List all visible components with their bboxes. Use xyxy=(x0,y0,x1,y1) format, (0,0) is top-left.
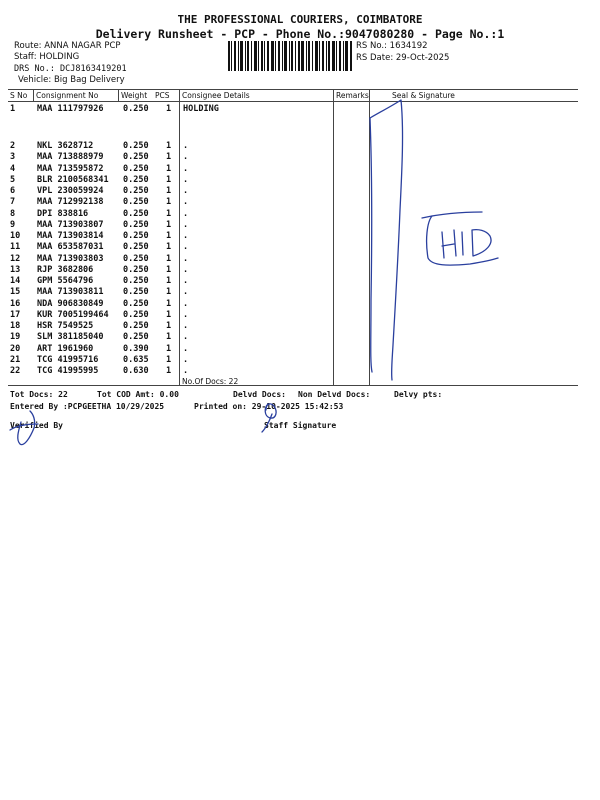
staff-signature-mark xyxy=(262,404,276,432)
row-sno: 9 xyxy=(10,219,16,230)
row-sno: 3 xyxy=(10,152,16,163)
row-pcs: 1 xyxy=(166,366,172,376)
row-consignment-no: TCG 41995716 xyxy=(37,354,99,365)
staff-signature-label: Staff Signature xyxy=(264,421,337,430)
row-consignee-details: . xyxy=(183,298,189,309)
row-sno: 20 xyxy=(10,343,21,354)
row-pcs: 1 xyxy=(166,343,172,354)
entered-by: Entered By :PCPGEETHA 10/29/2025 xyxy=(10,402,165,411)
row-weight: 0.250 xyxy=(123,163,149,174)
verified-by-label: Verified By xyxy=(10,421,63,430)
tot-docs: Tot Docs: 22 xyxy=(10,390,68,399)
row-pcs: 1 xyxy=(166,208,172,219)
row-sno: 16 xyxy=(10,298,21,309)
row-consignment-no: BLR 2100568341 xyxy=(37,174,109,185)
row-consignee-details: . xyxy=(183,141,189,151)
row-weight: 0.250 xyxy=(123,174,149,185)
row-consignee-details: . xyxy=(183,276,189,286)
row-pcs: 1 xyxy=(166,152,172,163)
row-consignee-details: . xyxy=(183,321,189,331)
rs-date: RS Date: 29-Oct-2025 xyxy=(356,53,450,63)
row-consignment-no: MAA 713903803 xyxy=(37,253,104,264)
row-consignment-no: MAA 653587031 xyxy=(37,242,104,253)
row-consignee-details: . xyxy=(183,354,189,365)
row-consignee-details: . xyxy=(183,343,189,354)
col-header-remarks: Remarks xyxy=(336,91,369,100)
drs-number: DRS No.: DCJ8163419201 xyxy=(14,64,127,74)
signature-stroke xyxy=(370,100,403,380)
row-pcs: 1 xyxy=(166,197,172,208)
row-pcs: 1 xyxy=(166,242,172,253)
row-consignment-no: MAA 111797926 xyxy=(37,104,104,114)
row-consignee-details: . xyxy=(183,309,189,320)
row-sno: 19 xyxy=(10,332,21,343)
row-consignment-no: DPI 838816 xyxy=(37,208,89,219)
row-consignee-details: . xyxy=(183,332,189,343)
row-sno: 5 xyxy=(10,174,16,185)
row-weight: 0.250 xyxy=(123,276,149,286)
row-pcs: 1 xyxy=(166,298,172,309)
row-sno: 21 xyxy=(10,354,21,365)
row-pcs: 1 xyxy=(166,186,172,196)
col-header-details: Consignee Details xyxy=(182,91,250,100)
row-sno: 22 xyxy=(10,366,21,376)
row-consignment-no: TCG 41995995 xyxy=(37,366,99,376)
row-consignee-details: . xyxy=(183,197,189,208)
row-pcs: 1 xyxy=(166,354,172,365)
row-sno: 12 xyxy=(10,253,21,264)
row-pcs: 1 xyxy=(166,332,172,343)
hid-d xyxy=(472,230,491,256)
row-pcs: 1 xyxy=(166,287,172,298)
verified-mark xyxy=(10,411,38,445)
row-consignment-no: MAA 713903811 xyxy=(37,287,104,298)
row-sno: 8 xyxy=(10,208,16,219)
row-consignee-details: . xyxy=(183,163,189,174)
row-pcs: 1 xyxy=(166,104,172,114)
row-consignment-no: ART 1961960 xyxy=(37,343,94,354)
row-consignee-details: . xyxy=(183,231,189,241)
row-weight: 0.630 xyxy=(123,366,149,376)
row-consignment-no: RJP 3682806 xyxy=(37,264,94,275)
row-sno: 17 xyxy=(10,309,21,320)
row-sno: 2 xyxy=(10,141,16,151)
row-consignment-no: MAA 713903814 xyxy=(37,231,104,241)
delvy-pts: Delvy pts: xyxy=(394,390,443,399)
row-consignment-no: NDA 906830849 xyxy=(37,298,104,309)
rs-number: RS No.: 1634192 xyxy=(356,41,428,51)
row-consignee-details: . xyxy=(183,253,189,264)
col-header-seal: Seal & Signature xyxy=(392,91,455,100)
staff-label: Staff: HOLDING xyxy=(14,52,80,62)
hid-h xyxy=(442,230,456,258)
row-pcs: 1 xyxy=(166,141,172,151)
row-consignee-details: . xyxy=(183,219,189,230)
row-sno: 13 xyxy=(10,264,21,275)
row-pcs: 1 xyxy=(166,309,172,320)
row-consignment-no: MAA 713903807 xyxy=(37,219,104,230)
row-sno: 18 xyxy=(10,321,21,331)
non-delvd-docs: Non Delvd Docs: xyxy=(298,390,371,399)
row-consignment-no: VPL 230059924 xyxy=(37,186,104,196)
row-consignee-details: . xyxy=(183,174,189,185)
row-weight: 0.250 xyxy=(123,287,149,298)
row-consignment-no: MAA 713888979 xyxy=(37,152,104,163)
row-sno: 4 xyxy=(10,163,16,174)
row-weight: 0.250 xyxy=(123,208,149,219)
runsheet-title: Delivery Runsheet - PCP - Phone No.:9047080280 - Page No.:1 xyxy=(95,27,505,41)
delvd-docs: Delvd Docs: xyxy=(233,390,286,399)
col-header-sno: S No xyxy=(10,91,28,100)
signature-stroke xyxy=(370,118,372,372)
row-pcs: 1 xyxy=(166,264,172,275)
row-weight: 0.250 xyxy=(123,231,149,241)
row-weight: 0.250 xyxy=(123,152,149,163)
row-weight: 0.250 xyxy=(123,321,149,331)
row-weight: 0.250 xyxy=(123,332,149,343)
col-header-consignment: Consignment No xyxy=(36,91,99,100)
row-pcs: 1 xyxy=(166,253,172,264)
row-weight: 0.250 xyxy=(123,309,149,320)
tot-cod-amt: Tot COD Amt: 0.00 xyxy=(97,390,179,399)
row-weight: 0.250 xyxy=(123,104,149,114)
row-weight: 0.250 xyxy=(123,197,149,208)
no-of-docs: No.Of Docs: 22 xyxy=(182,377,239,386)
row-weight: 0.250 xyxy=(123,186,149,196)
row-consignment-no: HSR 7549525 xyxy=(37,321,94,331)
col-header-pcs: PCS xyxy=(155,91,170,100)
row-pcs: 1 xyxy=(166,231,172,241)
row-consignee-details: . xyxy=(183,366,189,376)
row-consignment-no: NKL 3628712 xyxy=(37,141,94,151)
row-consignment-no: SLM 381185040 xyxy=(37,332,104,343)
row-consignee-details: . xyxy=(183,186,189,196)
row-consignment-no: KUR 7005199464 xyxy=(37,309,109,320)
col-header-weight: Weight xyxy=(121,91,148,100)
row-consignee-details: HOLDING xyxy=(183,104,219,114)
row-weight: 0.390 xyxy=(123,343,149,354)
row-consignee-details: . xyxy=(183,264,189,275)
row-consignment-no: MAA 713595872 xyxy=(37,163,104,174)
row-consignee-details: . xyxy=(183,208,189,219)
row-sno: 1 xyxy=(10,104,16,114)
row-weight: 0.250 xyxy=(123,242,149,253)
row-sno: 11 xyxy=(10,242,21,253)
company-name: THE PROFESSIONAL COURIERS, COIMBATORE xyxy=(177,13,423,26)
row-weight: 0.250 xyxy=(123,141,149,151)
row-weight: 0.250 xyxy=(123,298,149,309)
route-label: Route: ANNA NAGAR PCP xyxy=(14,41,121,51)
row-sno: 15 xyxy=(10,287,21,298)
row-sno: 6 xyxy=(10,186,16,196)
row-weight: 0.250 xyxy=(123,219,149,230)
row-pcs: 1 xyxy=(166,219,172,230)
row-weight: 0.250 xyxy=(123,264,149,275)
row-weight: 0.635 xyxy=(123,354,149,365)
row-sno: 10 xyxy=(10,231,21,241)
row-consignee-details: . xyxy=(183,242,189,253)
row-consignee-details: . xyxy=(183,287,189,298)
row-consignment-no: GPM 5564796 xyxy=(37,276,94,286)
vehicle-label: Vehicle: Big Bag Delivery xyxy=(18,75,125,85)
row-pcs: 1 xyxy=(166,163,172,174)
row-consignment-no: MAA 712992138 xyxy=(37,197,104,208)
row-pcs: 1 xyxy=(166,174,172,185)
row-weight: 0.250 xyxy=(123,253,149,264)
row-sno: 7 xyxy=(10,197,16,208)
row-pcs: 1 xyxy=(166,276,172,286)
printed-on: Printed on: 29-10-2025 15:42:53 xyxy=(194,402,344,411)
hid-i xyxy=(462,232,463,255)
row-consignee-details: . xyxy=(183,152,189,163)
row-sno: 14 xyxy=(10,276,21,286)
row-pcs: 1 xyxy=(166,321,172,331)
